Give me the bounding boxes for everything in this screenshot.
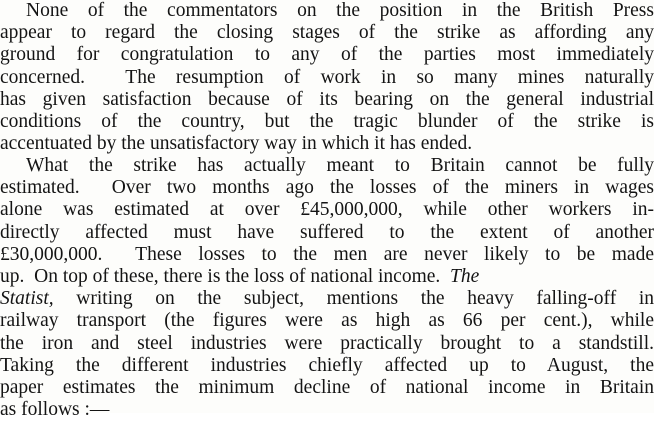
text-line: None of the commentators on the position in the British Press (26, 0, 654, 21)
text-line: accentuated by the unsatisfactory way in which it has ended. (0, 133, 473, 155)
text-line: concerned. The resumption of work in so many mines naturally (0, 66, 654, 88)
text-line: railway transport (the figures were as high as 66 per cent.), while (0, 310, 654, 332)
text-line: as follows :— (0, 399, 110, 421)
text-line: appear to regard the closing stages of the strike as affording any (0, 22, 654, 44)
text-line: What the strike has actually meant to Britain cannot be fully (26, 155, 654, 176)
text-segment: writing on the subject, mentions the heavy falling-off in (53, 288, 654, 310)
text-segment: up. On top of these, there is the loss of national income. (0, 265, 451, 287)
paragraph-strike-losses (0, 155, 654, 421)
text-line: directly affected must have suffered to the extent of another (0, 221, 654, 243)
text-line: has given satisfaction because of its bearing on the general industrial (0, 88, 654, 110)
text-line: alone was estimated at over £45,000,000, while other workers in- (0, 199, 654, 221)
text-line: ground for congratulation to any of the parties most immediately (0, 44, 654, 66)
publication-title-part: The (450, 265, 480, 287)
text-line: the iron and steel industries were practically brought to a standstill. (0, 332, 654, 354)
text-line (0, 288, 654, 310)
text-line (0, 266, 654, 288)
text-line: conditions of the country, but the tragic blunder of the strike is (0, 110, 654, 132)
text-line: paper estimates the minimum decline of national income in Britain (0, 376, 654, 398)
publication-title-part: Statist, (0, 288, 54, 310)
text-line: estimated. Over two months ago the losses of the miners in wages (0, 177, 654, 199)
text-line: £30,000,000. These losses to the men are never likely to be made (0, 243, 654, 265)
paragraph-strike-commentary (0, 0, 654, 155)
text-line: Taking the different industries chiefly affected up to August, the (0, 354, 654, 376)
